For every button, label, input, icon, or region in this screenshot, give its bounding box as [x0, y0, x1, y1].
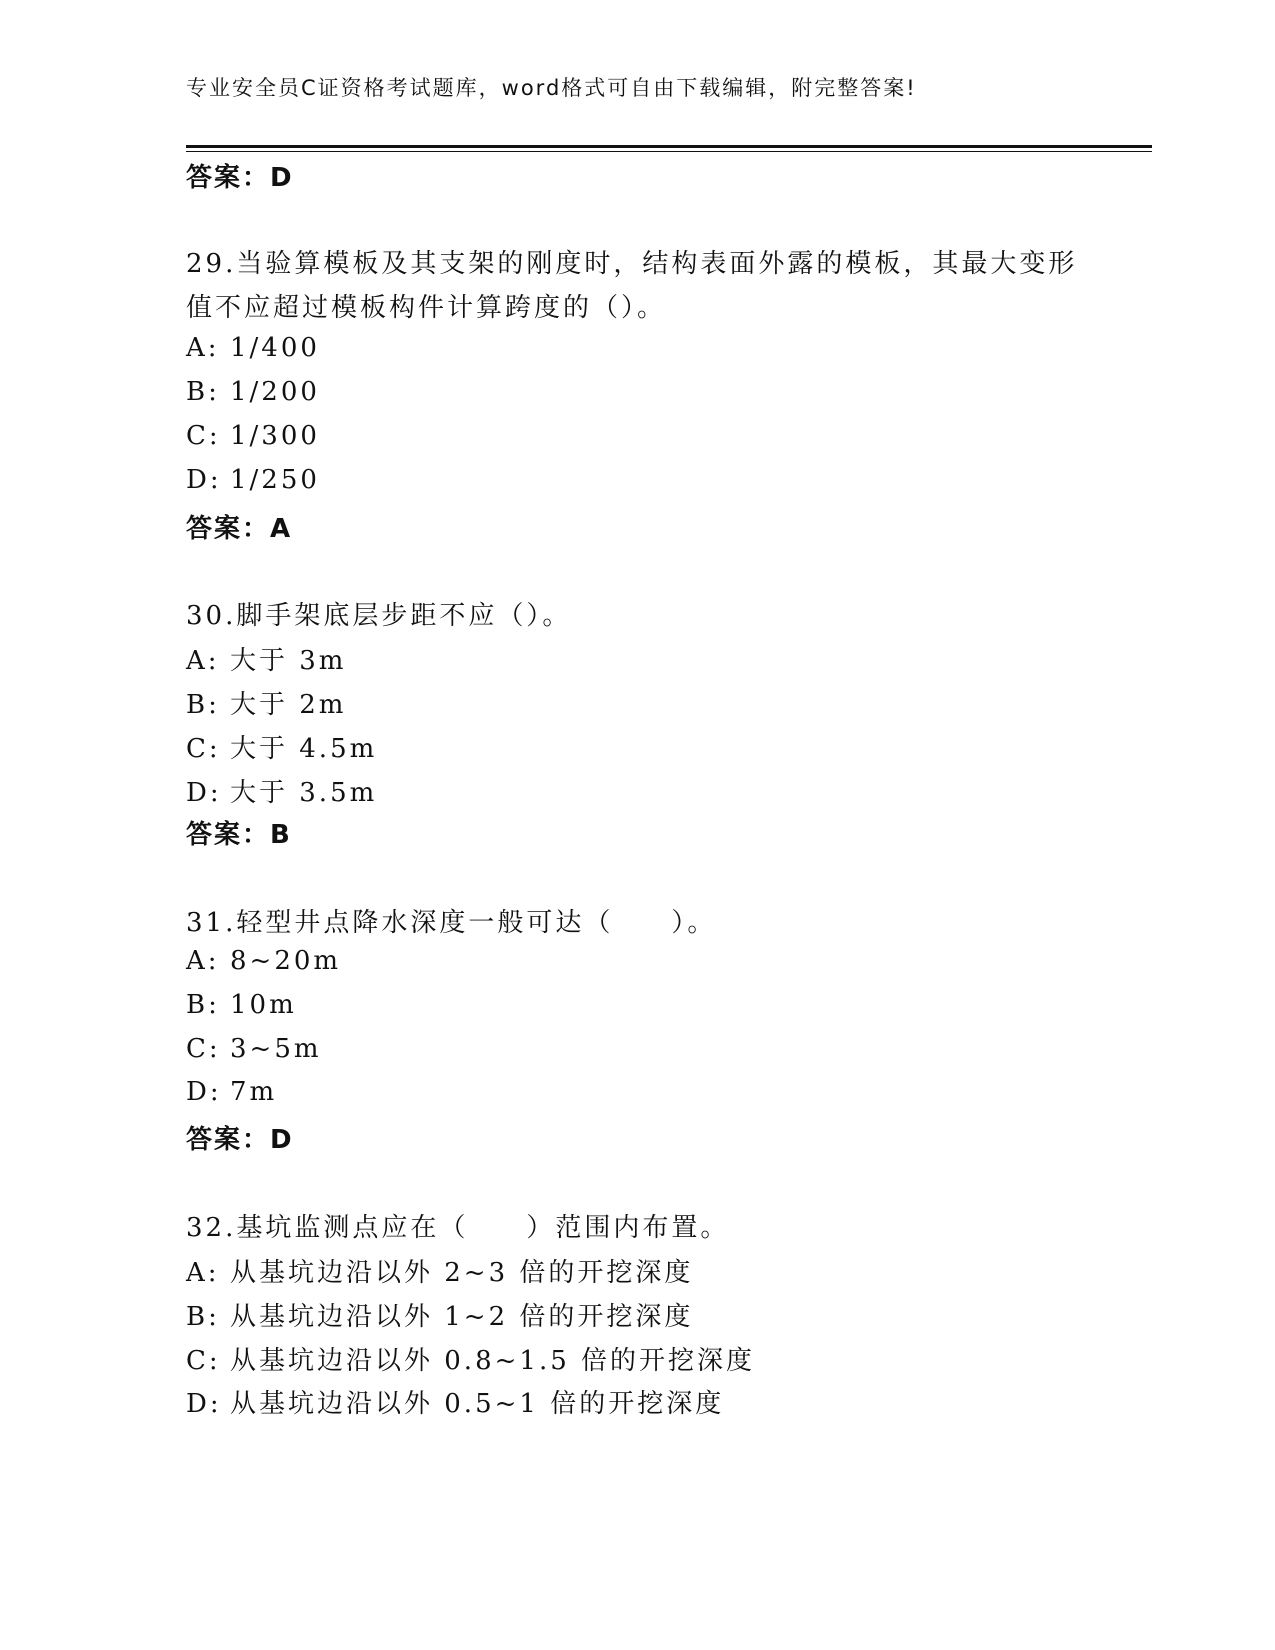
option-text: 大于 2m [230, 690, 347, 720]
option-key: A: [186, 646, 220, 676]
question-29-line-1: 29.当验算模板及其支架的刚度时，结构表面外露的模板，其最大变形 [186, 249, 1078, 279]
option-text: 大于 3.5m [230, 778, 378, 808]
question-32-option-b [186, 1296, 693, 1333]
question-29-option-c [186, 421, 320, 451]
option-text: 8~20m [230, 946, 342, 976]
question-30-option-d [186, 772, 377, 809]
question-30-option-c [186, 728, 377, 765]
document-header: 专业安全员C证资格考试题库，word格式可自由下载编辑，附完整答案! [186, 76, 917, 100]
question-31-option-d [186, 1077, 277, 1107]
question-31-answer: 答案：D [186, 1125, 294, 1155]
question-30-answer: 答案：B [186, 820, 292, 850]
question-32-option-a [186, 1252, 693, 1289]
question-29-option-a [186, 333, 320, 363]
question-30-line-1: 30.脚手架底层步距不应（）。 [186, 601, 572, 631]
option-text: 从基坑边沿以外 2~3 倍的开挖深度 [230, 1258, 694, 1288]
option-key: D: [186, 778, 222, 808]
option-text: 1/200 [230, 377, 320, 407]
option-key: A: [186, 946, 220, 976]
option-text: 从基坑边沿以外 0.8~1.5 倍的开挖深度 [230, 1346, 756, 1376]
header-divider-thick [186, 145, 1152, 148]
question-30-option-b [186, 684, 346, 721]
option-text: 10m [230, 990, 297, 1020]
option-key: B: [186, 690, 220, 720]
answer-prev: 答案：D [186, 163, 294, 193]
question-29-option-b [186, 377, 320, 407]
option-text: 大于 4.5m [230, 734, 378, 764]
option-key: B: [186, 990, 220, 1020]
option-key: C: [186, 1346, 221, 1376]
option-key: C: [186, 1034, 221, 1064]
option-key: D: [186, 1077, 222, 1107]
option-text: 1/250 [230, 465, 320, 495]
option-key: A: [186, 1258, 220, 1288]
question-32-line-1: 32.基坑监测点应在（ ）范围内布置。 [186, 1213, 730, 1243]
option-text: 1/300 [230, 421, 320, 451]
question-30-option-a [186, 640, 346, 677]
option-text: 7m [230, 1077, 278, 1107]
option-text: 1/400 [230, 333, 320, 363]
option-key: D: [186, 465, 222, 495]
question-31-option-a [186, 946, 341, 976]
option-key: B: [186, 377, 220, 407]
option-text: 从基坑边沿以外 0.5~1 倍的开挖深度 [230, 1389, 725, 1419]
option-key: C: [186, 734, 221, 764]
question-29-answer: 答案：A [186, 514, 293, 544]
header-divider-thin [186, 151, 1152, 152]
option-key: A: [186, 333, 220, 363]
option-key: C: [186, 421, 221, 451]
question-31-option-b [186, 990, 297, 1020]
option-text: 3~5m [230, 1034, 322, 1064]
question-31-option-c [186, 1034, 322, 1064]
option-text: 从基坑边沿以外 1~2 倍的开挖深度 [230, 1302, 694, 1332]
option-text: 大于 3m [230, 646, 347, 676]
option-key: B: [186, 1302, 220, 1332]
question-29-line-2: 值不应超过模板构件计算跨度的（）。 [186, 293, 667, 323]
question-32-option-d [186, 1383, 724, 1420]
question-29-option-d [186, 465, 320, 495]
question-32-option-c [186, 1340, 755, 1377]
option-key: D: [186, 1389, 222, 1419]
question-31-line-1: 31.轻型井点降水深度一般可达（ ）。 [186, 908, 717, 938]
